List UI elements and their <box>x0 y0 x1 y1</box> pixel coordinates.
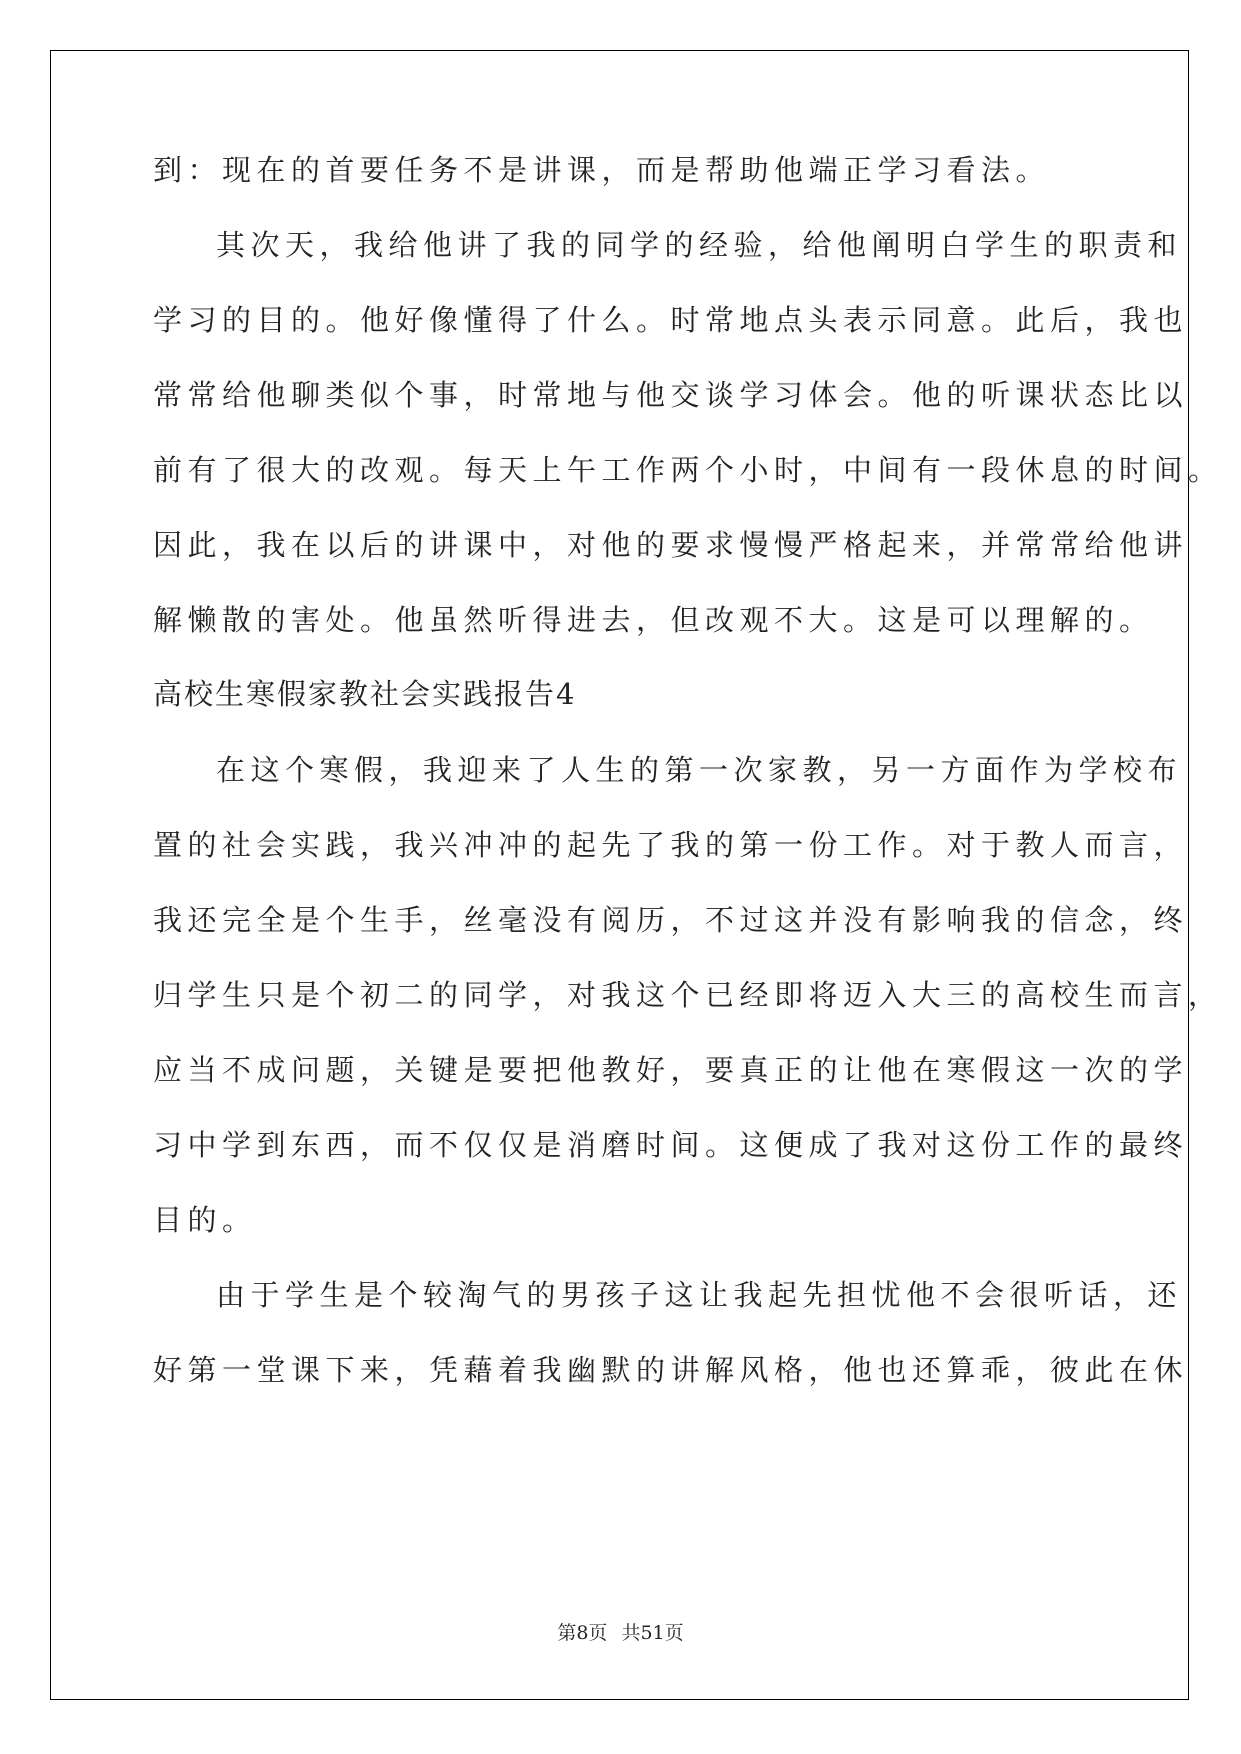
paragraph-start: 其次天，我给他讲了我的同学的经验，给他阐明白学生的职责和 <box>216 228 1183 262</box>
text-line: 应当不成问题，关键是要把他教好，要真正的让他在寒假这一次的学 <box>153 1053 1189 1087</box>
page-footer <box>0 1618 1241 1645</box>
text-line: 归学生只是个初二的同学，对我这个已经即将迈入大三的高校生而言， <box>153 978 1223 1012</box>
paragraph-start: 在这个寒假，我迎来了人生的第一次家教，另一方面作为学校布 <box>216 753 1183 787</box>
text-line: 习中学到东西，而不仅仅是消磨时间。这便成了我对这份工作的最终 <box>153 1128 1189 1162</box>
text-line: 我还完全是个生手，丝毫没有阅历，不过这并没有影响我的信念，终 <box>153 903 1189 937</box>
section-heading: 高校生寒假家教社会实践报告4 <box>153 677 577 711</box>
text-line: 常常给他聊类似个事，时常地与他交谈学习体会。他的听课状态比以 <box>153 378 1189 412</box>
paragraph-start: 由于学生是个较淘气的男孩子这让我起先担忧他不会很听话，还 <box>216 1278 1183 1312</box>
text-line: 学习的目的。他好像懂得了什么。时常地点头表示同意。此后，我也 <box>153 303 1189 337</box>
text-line: 因此，我在以后的讲课中，对他的要求慢慢严格起来，并常常给他讲 <box>153 528 1189 562</box>
text-line: 前有了很大的改观。每天上午工作两个小时，中间有一段休息的时间。 <box>153 453 1223 487</box>
page-border <box>50 50 1189 1700</box>
page-total: 共51页 <box>621 1622 684 1644</box>
text-line: 好第一堂课下来，凭藉着我幽默的讲解风格，他也还算乖，彼此在休 <box>153 1353 1189 1387</box>
page-number: 第8页 <box>557 1622 608 1644</box>
text-line: 解懒散的害处。他虽然听得进去，但改观不大。这是可以理解的。 <box>153 603 1154 637</box>
text-line: 置的社会实践，我兴冲冲的起先了我的第一份工作。对于教人而言， <box>153 828 1189 862</box>
text-line: 目的。 <box>153 1203 257 1237</box>
text-line: 到：现在的首要任务不是讲课，而是帮助他端正学习看法。 <box>153 153 1051 187</box>
